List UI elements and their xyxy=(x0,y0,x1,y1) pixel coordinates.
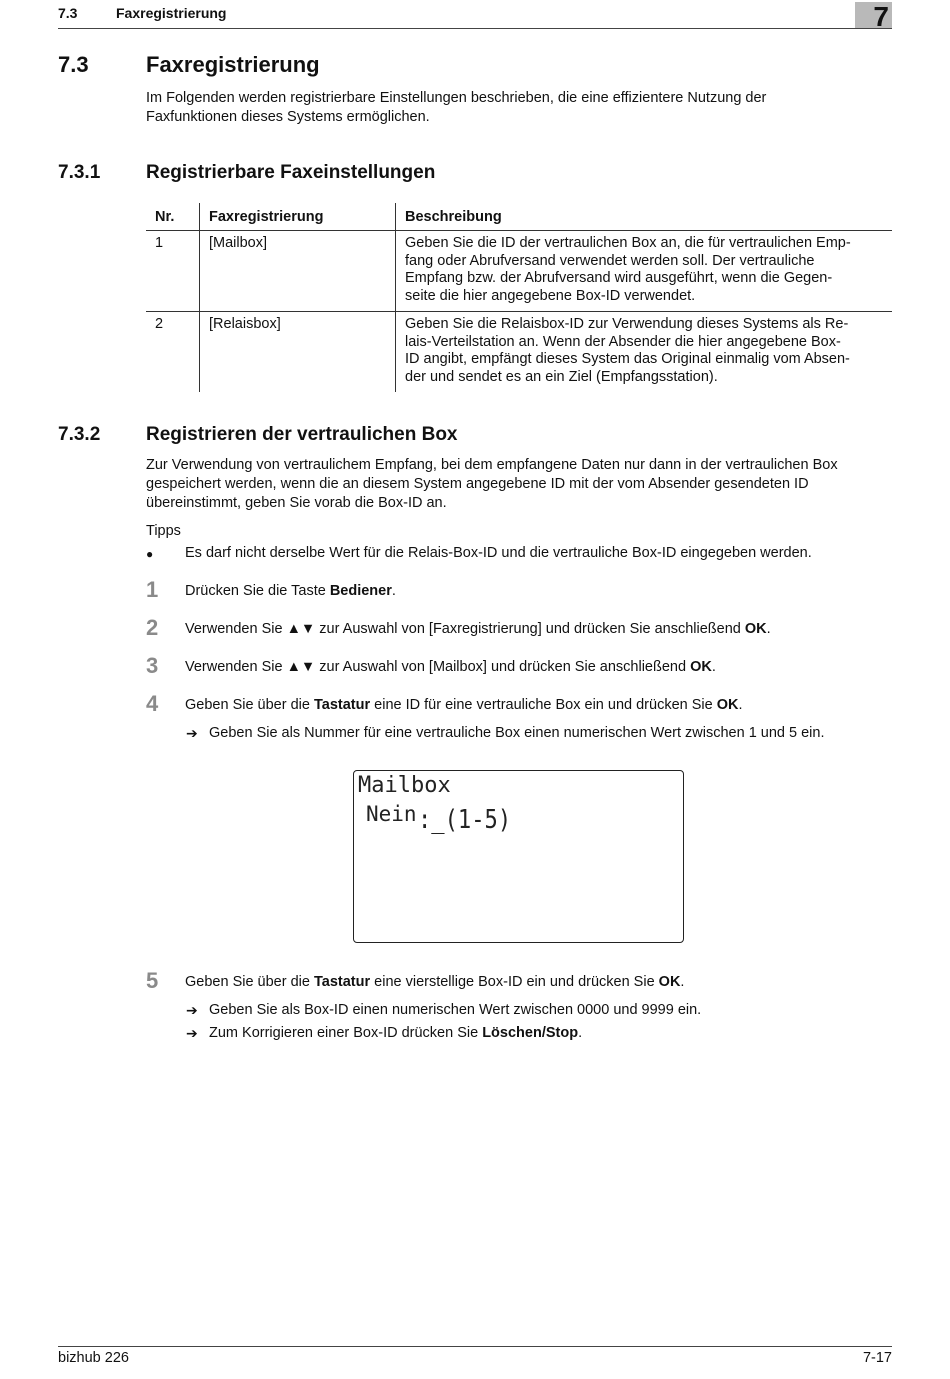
cell-description xyxy=(396,231,893,312)
key-name: Tastatur xyxy=(313,974,371,990)
running-header-section-title: Faxregistrierung xyxy=(116,5,227,21)
subsection-2-title: Registrieren der vertraulichen Box xyxy=(146,424,458,445)
step-text-part: Geben Sie über die xyxy=(185,697,314,713)
cell-setting: [Relaisbox] xyxy=(200,311,396,391)
step-text-part: Verwenden Sie ▲▼ zur Auswahl von [Mailbox] und drücken Sie anschließend xyxy=(185,659,691,675)
step-5-note-2 xyxy=(209,1025,582,1041)
key-name: OK xyxy=(658,974,681,990)
step-number: 2 xyxy=(146,615,159,640)
arrow-right-icon: ➔ xyxy=(186,1002,198,1018)
step-5-note-1: Geben Sie als Box-ID einen numerischen Wert zwischen 0000 und 9999 ein. xyxy=(209,1002,702,1018)
subsection-1-title: Registrierbare Faxeinstellungen xyxy=(146,162,436,183)
key-name: OK xyxy=(716,697,739,713)
step-text-part: . xyxy=(680,974,685,990)
step-text-part: eine ID für eine vertrauliche Box ein und drücken Sie xyxy=(370,697,717,713)
cell-nr: 2 xyxy=(146,311,200,391)
step-text-part: . xyxy=(738,697,743,713)
footer-page-number: 7-17 xyxy=(862,1350,892,1366)
description-line: ID angibt, empfängt dieses System das Original einmalig vom Absen- xyxy=(405,351,850,368)
tips-label: Tipps xyxy=(146,523,181,539)
step-number: 1 xyxy=(146,577,159,602)
description-line: fang oder Abrufversand verwendet werden soll. Der vertrauliche xyxy=(405,252,815,269)
section-number: 7.3 xyxy=(58,52,89,77)
description-line: lais-Verteilstation an. Wenn der Absender die hier angegebene Box- xyxy=(405,333,841,350)
step-text xyxy=(185,583,396,599)
key-name: Tastatur xyxy=(313,697,371,713)
key-name: Löschen/Stop xyxy=(482,1025,579,1041)
section-intro-line-2: Faxfunktionen dieses Systems ermöglichen. xyxy=(146,109,430,125)
section-title: Faxregistrierung xyxy=(146,52,320,77)
step-number: 4 xyxy=(146,691,159,716)
header-rule xyxy=(58,28,892,29)
step-text xyxy=(185,621,771,637)
display-line-1: Mailbox xyxy=(358,773,451,798)
running-header-section-number: 7.3 xyxy=(58,5,78,21)
key-name: OK xyxy=(690,659,712,675)
cell-description xyxy=(396,311,893,391)
column-header-faxregistrierung: Faxregistrierung xyxy=(200,203,396,231)
table-header-row xyxy=(146,203,892,231)
cell-setting: [Mailbox] xyxy=(200,231,396,312)
arrow-right-icon: ➔ xyxy=(186,725,198,741)
step-text-part: . xyxy=(766,621,771,637)
step-text xyxy=(185,697,743,713)
description-line: Geben Sie die Relaisbox-ID zur Verwendung dieses Systems als Re- xyxy=(405,315,849,332)
step-text-part: Verwenden Sie ▲▼ zur Auswahl von [Faxregistrierung] und drücken Sie anschließend xyxy=(185,621,745,637)
arrow-right-icon: ➔ xyxy=(186,1025,198,1041)
section-intro-line-1: Im Folgenden werden registrierbare Einstellungen beschrieben, die eine effizientere Nutzung der xyxy=(146,90,767,106)
subsection-2-para-line-2: gespeichert werden, wenn die an diesem System angegebene ID mit der vom Absender gesendeten ID xyxy=(146,476,809,492)
step-text-part: Geben Sie über die xyxy=(185,974,314,990)
description-line: seite die hier angegebene Box-ID verwendet. xyxy=(405,288,696,305)
table-row xyxy=(146,311,892,391)
display-line-2-label: Nein xyxy=(366,802,417,826)
column-header-beschreibung: Beschreibung xyxy=(396,203,893,231)
description-line: Empfang bzw. der Abrufversand wird ausgeführt, wenn die Gegen- xyxy=(405,270,833,287)
step-text-part: . xyxy=(711,659,716,675)
subsection-2-number: 7.3.2 xyxy=(58,424,101,445)
footer-rule xyxy=(58,1346,892,1347)
bullet-icon: ● xyxy=(146,547,154,561)
step-text xyxy=(185,974,684,990)
subsection-1-number: 7.3.1 xyxy=(58,162,101,183)
device-display-screen xyxy=(353,770,684,943)
step-number: 5 xyxy=(146,968,159,993)
subsection-2-para-line-1: Zur Verwendung von vertraulichem Empfang, bei dem empfangene Daten nur dann in der vertraulichen Box xyxy=(146,457,838,473)
tip-text: Es darf nicht derselbe Wert für die Relais-Box-ID und die vertrauliche Box-ID eingegeben werden. xyxy=(185,545,812,561)
cell-nr: 1 xyxy=(146,231,200,312)
step-text-part: eine vierstellige Box-ID ein und drücken Sie xyxy=(370,974,659,990)
key-name: OK xyxy=(744,621,767,637)
step-number: 3 xyxy=(146,653,159,678)
step-text xyxy=(185,659,716,675)
column-header-nr: Nr. xyxy=(146,203,200,231)
note-text-part: . xyxy=(578,1025,583,1041)
display-line-2-value: :_(1-5) xyxy=(418,805,512,835)
subsection-2-para-line-3: übereinstimmt, geben Sie vorab die Box-ID an. xyxy=(146,495,447,511)
step-4-note: Geben Sie als Nummer für eine vertrauliche Box einen numerischen Wert zwischen 1 und 5 ein. xyxy=(209,725,825,741)
step-text-part: Drücken Sie die Taste xyxy=(185,583,330,599)
chapter-number-tab: 7 xyxy=(855,2,892,28)
note-text-part: Zum Korrigieren einer Box-ID drücken Sie xyxy=(209,1025,483,1041)
footer-product-name: bizhub 226 xyxy=(58,1350,129,1366)
description-line: der und sendet es an ein Ziel (Empfangsstation). xyxy=(405,368,718,385)
step-text-part: . xyxy=(391,583,396,599)
table-row xyxy=(146,231,892,312)
description-line: Geben Sie die ID der vertraulichen Box an, die für vertraulichen Emp- xyxy=(405,235,851,251)
fax-settings-table xyxy=(146,203,892,392)
key-name: Bediener xyxy=(329,583,392,599)
